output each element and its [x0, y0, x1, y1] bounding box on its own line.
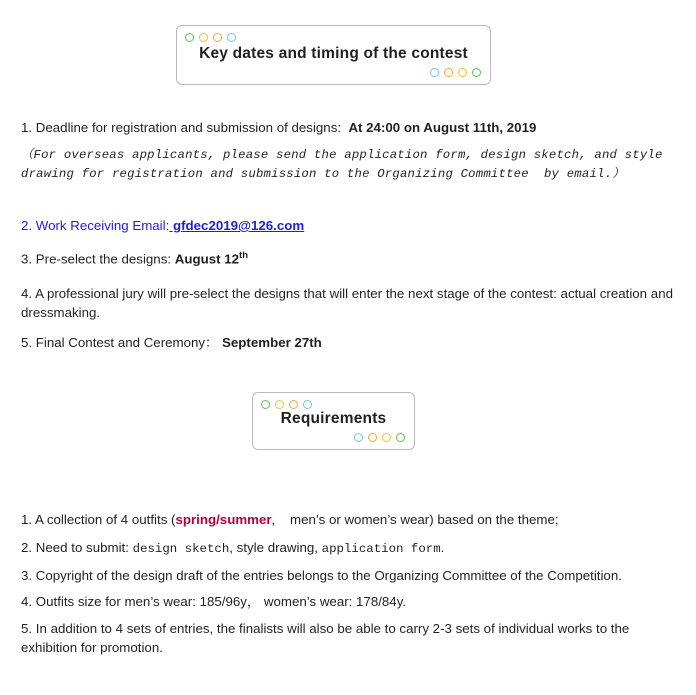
key-dates-item-3: [21, 246, 681, 268]
dot-orange-icon: [444, 68, 453, 77]
item3-label: 3. Pre-select the designs:: [21, 251, 172, 267]
dot-green-icon: [261, 400, 270, 409]
dot-blue-icon: [430, 68, 439, 77]
item1-label: 1. Deadline for registration and submission of designs:: [21, 120, 342, 135]
dot-orange-icon: [289, 400, 298, 409]
requirements-item-5: 5. In addition to 4 sets of entries, the finalists will also be able to carry 2-3 sets of individual works to the exhibition for promotion.: [21, 621, 633, 655]
item3-value: August 12: [174, 251, 240, 267]
section-header-key-dates: [176, 25, 491, 85]
section-title-requirements: Requirements: [280, 410, 387, 427]
key-dates-item-1-note: （For overseas applicants, please send the application form, design sketch, and style drawing for registration and submission to the Organizing Committee by email.）: [21, 148, 671, 181]
dot-yellow-icon: [382, 433, 391, 442]
dot-orange-icon: [213, 33, 222, 42]
dot-orange-icon: [368, 433, 377, 442]
r2-prefix: 2. Need to submit:: [21, 540, 133, 555]
item2-label: 2. Work Receiving Email:: [21, 218, 170, 233]
item5-value: September 27th: [222, 335, 322, 350]
r2-mono-application-form: application form: [321, 542, 441, 556]
dot-yellow-icon: [458, 68, 467, 77]
key-dates-item-5: [21, 333, 681, 352]
requirements-item-1: [21, 510, 681, 529]
r2-suffix: .: [440, 540, 445, 555]
requirements-item-2: [21, 538, 681, 559]
r1-suffix: , men’s or women’s wear) based on the theme;: [271, 512, 559, 527]
key-dates-item-2: [21, 216, 681, 235]
r1-prefix: 1. A collection of 4 outfits (: [21, 512, 176, 527]
r1-highlight: spring/summer: [175, 512, 272, 527]
dot-yellow-icon: [199, 33, 208, 42]
section-title-key-dates: Key dates and timing of the contest: [199, 45, 468, 62]
dot-green-icon: [472, 68, 481, 77]
item1-value: At 24:00 on August 11th, 2019: [348, 120, 537, 135]
key-dates-item-1: [21, 118, 681, 137]
decorative-dots-bottom-right: [430, 68, 481, 77]
section-header-requirements: [252, 392, 415, 450]
key-dates-item-4: 4. A professional jury will pre-select the designs that will enter the next stage of the contest: actual creation and dressmaking.: [21, 286, 677, 320]
dot-blue-icon: [303, 400, 312, 409]
decorative-dots-top-left: [185, 33, 236, 42]
item3-ordinal-suffix: th: [239, 250, 248, 261]
dot-blue-icon: [227, 33, 236, 42]
dot-yellow-icon: [275, 400, 284, 409]
dot-green-icon: [396, 433, 405, 442]
dot-green-icon: [185, 33, 194, 42]
requirements-item-3: 3. Copyright of the design draft of the entries belongs to the Organizing Committee of the Competition.: [21, 568, 622, 583]
item5-label: 5. Final Contest and Ceremony：: [21, 335, 219, 350]
requirements-item-4: 4. Outfits size for men’s wear: 185/96y， women’s wear: 178/84y.: [21, 594, 407, 609]
decorative-dots-bottom-right: [354, 433, 405, 442]
work-receiving-email-link[interactable]: gfdec2019@126.com: [169, 218, 305, 233]
r2-middle: , style drawing,: [229, 540, 322, 555]
dot-blue-icon: [354, 433, 363, 442]
decorative-dots-top-left: [261, 400, 312, 409]
r2-mono-design-sketch: design sketch: [132, 542, 230, 556]
